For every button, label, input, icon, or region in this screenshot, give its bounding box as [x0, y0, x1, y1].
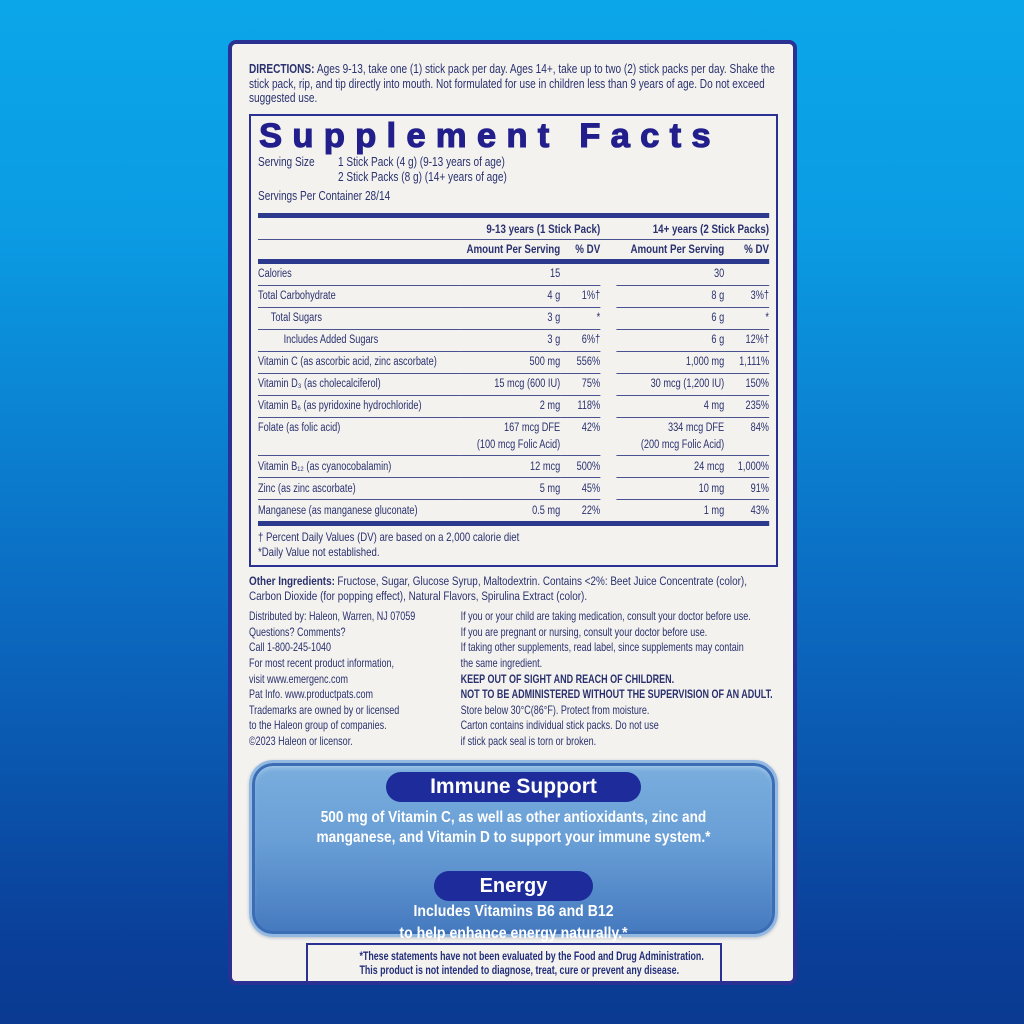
- amount-group1: 5 mg: [460, 477, 560, 499]
- table-row: [258, 455, 769, 477]
- nutrient-name: Zinc (as zinc ascorbate): [258, 477, 460, 499]
- other-ingredients: [249, 574, 778, 604]
- amount-group1: 4 g: [460, 285, 560, 307]
- table-row: [258, 395, 769, 417]
- dv-group2: 3%†: [724, 285, 769, 307]
- dv-header-1: % DV: [575, 241, 601, 256]
- table-row: [258, 373, 769, 395]
- dv-group2: 43%: [724, 499, 769, 521]
- dv-group1: 75%: [560, 373, 600, 395]
- immune-support-badge: Immune Support: [386, 772, 641, 802]
- amount-group1: 500 mg: [460, 351, 560, 373]
- nutrient-name: Vitamin B₁₂ (as cyanocobalamin): [258, 455, 460, 477]
- info-line: For most recent product information,: [249, 656, 395, 671]
- energy-text-line-2: to help enhance energy naturally.*: [399, 924, 628, 942]
- info-line: visit www.emergenc.com: [249, 671, 349, 686]
- nutrient-name: Vitamin C (as ascorbic acid, zinc ascorbate): [258, 351, 460, 373]
- amount-group1: 2 mg: [460, 395, 560, 417]
- dv-group1: 6%†: [560, 329, 600, 351]
- amount-group2: 30 mcg (1,200 IU): [616, 373, 724, 395]
- warning-line: If you are pregnant or nursing, consult your doctor before use.: [460, 624, 708, 639]
- dv-group1: *: [560, 307, 600, 329]
- dv-group1: [560, 264, 600, 285]
- group2-header: 14+ years (2 Stick Packs): [652, 221, 769, 236]
- amount-group2: 4 mg: [616, 395, 724, 417]
- dv-group2: 91%: [724, 477, 769, 499]
- info-line: Questions? Comments?: [249, 624, 346, 639]
- age-group-header-row: [258, 218, 769, 239]
- warning-line: the same ingredient.: [460, 656, 543, 671]
- immune-text-line-2: manganese, and Vitamin D to support your immune system.*: [316, 828, 711, 846]
- amount-group2: 6 g: [616, 307, 724, 329]
- amount-group2: 334 mcg DFE (200 mcg Folic Acid): [616, 417, 724, 456]
- dv-group2: [724, 264, 769, 285]
- dv-header-2: % DV: [744, 241, 769, 256]
- dv-group2: 150%: [724, 373, 769, 395]
- dv-group1: 500%: [560, 455, 600, 477]
- distributor-info: [249, 609, 461, 749]
- amount-group1: 0.5 mg: [460, 499, 560, 521]
- energy-badge: Energy: [434, 871, 594, 901]
- amount-group1: 3 g: [460, 329, 560, 351]
- directions-text: Ages 9-13, take one (1) stick pack per day. Ages 14+, take up to two (2) stick packs per day. Shake the stick pack, rip, and tip directly into mouth. Not formulated for use in children less than 9 years of age. Do not exceed suggested use.: [249, 62, 775, 106]
- amount-group2: 24 mcg: [616, 455, 724, 477]
- warning-adult-supervision: NOT TO BE ADMINISTERED WITHOUT THE SUPERVISION OF AN ADULT.: [460, 687, 773, 702]
- info-line: to the Haleon group of companies.: [249, 718, 387, 733]
- amount-group2: 8 g: [616, 285, 724, 307]
- table-row: [258, 285, 769, 307]
- dv-group1: 22%: [560, 499, 600, 521]
- info-line: Trademarks are owned by or licensed: [249, 702, 400, 717]
- nutrient-name: Total Carbohydrate: [258, 285, 460, 307]
- amount-group1: 12 mcg: [460, 455, 560, 477]
- directions-paragraph: [249, 62, 778, 106]
- label-panel: [228, 40, 797, 985]
- serving-size-label: Serving Size: [258, 154, 315, 169]
- dv-group2: 1,111%: [724, 351, 769, 373]
- energy-text-line-1: Includes Vitamins B6 and B12: [413, 902, 614, 920]
- table-row: [258, 329, 769, 351]
- divider-bar: [258, 521, 769, 526]
- servings-per-container: Servings Per Container 28/14: [258, 188, 391, 203]
- table-row: [258, 307, 769, 329]
- table-row: [258, 351, 769, 373]
- footnote-dv: † Percent Daily Values (DV) are based on a 2,000 calorie diet: [258, 530, 520, 545]
- dv-group2: 235%: [724, 395, 769, 417]
- warning-keep-out: KEEP OUT OF SIGHT AND REACH OF CHILDREN.: [460, 671, 675, 686]
- dv-group2: *: [724, 307, 769, 329]
- amount-group2: 6 g: [616, 329, 724, 351]
- serving-size-block: [258, 155, 769, 204]
- amount-group2: 10 mg: [616, 477, 724, 499]
- dv-group1: 1%†: [560, 285, 600, 307]
- group1-header: 9-13 years (1 Stick Pack): [486, 221, 601, 236]
- amount-group2: 30: [713, 268, 725, 281]
- disclaimer-line-1: *These statements have not been evaluated by the Food and Drug Administration.: [359, 948, 704, 963]
- facts-table: [258, 155, 769, 561]
- table-row: [258, 499, 769, 521]
- nutrient-name: Vitamin B₆ (as pyridoxine hydrochloride): [258, 395, 460, 417]
- warning-line: Carton contains individual stick packs. Do not use: [460, 718, 659, 733]
- amount-header-1: Amount Per Serving: [466, 241, 561, 256]
- dv-group1: 556%: [560, 351, 600, 373]
- nutrient-name: Vitamin D₃ (as cholecalciferol): [258, 373, 460, 395]
- table-row: [258, 264, 769, 285]
- supplement-facts-title: Supplement Facts: [259, 116, 721, 155]
- warning-line: If taking other supplements, read label, since supplements may contain: [460, 640, 744, 655]
- dv-group2: 84%: [724, 417, 769, 456]
- amount-header-2: Amount Per Serving: [630, 241, 725, 256]
- info-line: ©2023 Haleon or licensor.: [249, 734, 353, 749]
- footnote-asterisk: *Daily Value not established.: [258, 545, 380, 560]
- table-row: [258, 477, 769, 499]
- facts-table-body: [258, 264, 769, 522]
- amount-group1: 3 g: [460, 307, 560, 329]
- amount-group2: 1 mg: [616, 499, 724, 521]
- serving-size-value-2: 2 Stick Packs (8 g) (14+ years of age): [338, 169, 507, 184]
- amount-group1: 15 mcg (600 IU): [460, 373, 560, 395]
- serving-size-value-1: 1 Stick Pack (4 g) (9-13 years of age): [338, 154, 505, 169]
- benefits-box: [249, 760, 778, 942]
- nutrient-name: Manganese (as manganese gluconate): [258, 499, 460, 521]
- info-line: Distributed by: Haleon, Warren, NJ 07059: [249, 609, 416, 624]
- dv-group2: 12%†: [724, 329, 769, 351]
- amount-group2: 1,000 mg: [616, 351, 724, 373]
- info-columns: [249, 609, 778, 749]
- other-ingredients-label: Other Ingredients:: [249, 574, 335, 589]
- warning-line: If you or your child are taking medication, consult your doctor before use.: [460, 609, 751, 624]
- amount-group1: 15: [549, 268, 561, 281]
- amount-group1: 167 mcg DFE (100 mcg Folic Acid): [460, 417, 560, 456]
- table-row: [258, 417, 769, 456]
- dv-group2: 1,000%: [724, 455, 769, 477]
- nutrient-name: Total Sugars: [258, 307, 460, 329]
- dv-group1: 42%: [560, 417, 600, 456]
- warning-line: Store below 30°C(86°F). Protect from moisture.: [460, 702, 650, 717]
- amount-header-row: [258, 240, 769, 259]
- dv-group1: 118%: [560, 395, 600, 417]
- disclaimer-line-2: This product is not intended to diagnose, treat, cure or prevent any disease.: [359, 963, 679, 978]
- immune-text-line-1: 500 mg of Vitamin C, as well as other antioxidants, zinc and: [320, 808, 707, 826]
- warning-line: if stick pack seal is torn or broken.: [460, 734, 597, 749]
- info-line: Call 1-800-245-1040: [249, 640, 332, 655]
- other-ingredients-text: Fructose, Sugar, Glucose Syrup, Maltodextrin. Contains <2%: Beet Juice Concentrate (color), Carbon Dioxide (for popping effect), Natural Flavors, Spirulina Extract (color).: [249, 574, 747, 604]
- info-line: Pat Info. www.productpats.com: [249, 687, 374, 702]
- supplement-facts-panel: [249, 114, 778, 568]
- warnings-info: [461, 609, 778, 749]
- nutrient-name: Calories: [258, 268, 292, 281]
- fda-disclaimer-box: [306, 943, 722, 985]
- dv-group1: 45%: [560, 477, 600, 499]
- nutrient-name: Folate (as folic acid): [258, 417, 460, 456]
- directions-label: DIRECTIONS:: [249, 62, 315, 76]
- nutrient-name: Includes Added Sugars: [258, 329, 460, 351]
